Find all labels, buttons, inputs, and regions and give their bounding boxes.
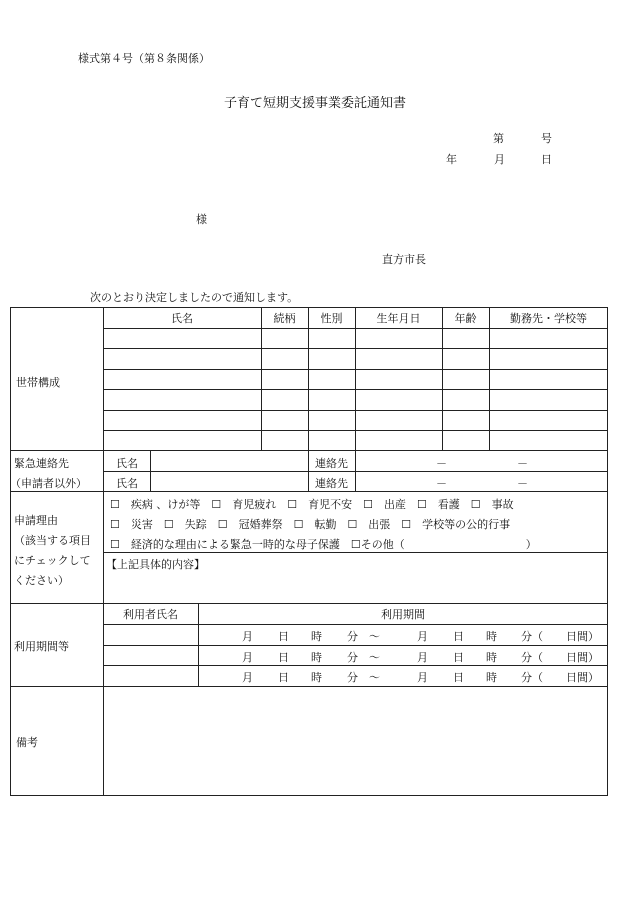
- unit-day: 日: [278, 651, 289, 664]
- unit-hour: 時: [486, 671, 497, 684]
- range-tilde: ～: [369, 671, 380, 684]
- phone-dash: －: [436, 477, 447, 490]
- date-year: 年: [446, 153, 457, 166]
- issuer: 直方市長: [382, 253, 426, 266]
- range-tilde: ～: [369, 630, 380, 643]
- unit-hour: 時: [311, 671, 322, 684]
- unit-days: 日間）: [566, 671, 599, 684]
- reason-options-row-2[interactable]: ☐ 災害 ☐ 失踪 ☐ 冠婚葬祭 ☐ 転勤 ☐ 出張 ☐ 学校等の公的行事: [110, 518, 511, 531]
- unit-days: 日間）: [566, 630, 599, 643]
- reason-options-row-1[interactable]: ☐ 疾病 、けが等 ☐ 育児疲れ ☐ 育児不安 ☐ 出産 ☐ 看護 ☐ 事故: [110, 498, 514, 511]
- unit-minute-paren: 分（: [521, 630, 543, 643]
- household-header-birthdate: 生年月日: [376, 311, 421, 325]
- reason-label: 申請理由: [14, 514, 58, 527]
- unit-month: 月: [417, 651, 428, 664]
- unit-day: 日: [278, 630, 289, 643]
- unit-hour: 時: [311, 630, 322, 643]
- unit-days: 日間）: [566, 651, 599, 664]
- reason-label-note-3: ください）: [14, 574, 69, 587]
- unit-month: 月: [242, 630, 253, 643]
- unit-minute-paren: 分（: [521, 671, 543, 684]
- emergency-contact-label-2: 連絡先: [315, 477, 348, 490]
- phone-dash: －: [517, 477, 528, 490]
- unit-minute: 分: [347, 671, 358, 684]
- unit-month: 月: [242, 651, 253, 664]
- household-header-name: 氏名: [171, 311, 193, 325]
- intro-text: 次のとおり決定しましたので通知します。: [90, 291, 299, 304]
- period-header-range: 利用期間: [381, 607, 425, 621]
- unit-hour: 時: [486, 651, 497, 664]
- unit-day: 日: [453, 671, 464, 684]
- date-day: 日: [541, 153, 552, 166]
- unit-month: 月: [417, 630, 428, 643]
- range-tilde: ～: [369, 651, 380, 664]
- unit-day: 日: [453, 651, 464, 664]
- period-label: 利用期間等: [14, 640, 69, 653]
- unit-minute-paren: 分（: [521, 651, 543, 664]
- unit-minute: 分: [347, 651, 358, 664]
- emergency-contact-label-1: 連絡先: [315, 457, 348, 470]
- remarks-field[interactable]: [104, 687, 607, 795]
- unit-month: 月: [417, 671, 428, 684]
- household-label: 世帯構成: [16, 376, 60, 389]
- emergency-name-label-2: 氏名: [116, 477, 138, 490]
- household-header-relation: 続柄: [273, 311, 296, 325]
- unit-minute: 分: [347, 630, 358, 643]
- reason-label-note-2: にチェックして: [14, 554, 91, 567]
- doc-no-go: 号: [541, 132, 552, 145]
- emergency-name-label-1: 氏名: [116, 457, 138, 470]
- household-header-age: 年齢: [454, 311, 477, 325]
- phone-dash: －: [436, 457, 447, 470]
- emergency-label-note: （申請者以外）: [10, 477, 87, 490]
- emergency-label: 緊急連絡先: [14, 457, 69, 470]
- reason-label-note-1: （該当する項目: [14, 534, 91, 547]
- household-header-sex: 性別: [320, 311, 343, 325]
- period-header-user-name: 利用者氏名: [123, 607, 178, 621]
- addressee-suffix: 様: [196, 213, 207, 226]
- unit-month: 月: [242, 671, 253, 684]
- unit-hour: 時: [486, 630, 497, 643]
- unit-hour: 時: [311, 651, 322, 664]
- page-title: 子育て短期支援事業委託通知書: [223, 96, 406, 111]
- unit-day: 日: [278, 671, 289, 684]
- reason-detail-label: 【上記具体的内容】: [106, 558, 205, 571]
- doc-no-dai: 第: [493, 132, 504, 145]
- household-header-workplace: 勤務先・学校等: [510, 311, 587, 325]
- reason-options-row-3[interactable]: ☐ 経済的な理由による緊急一時的な母子保護 ☐その他（ ）: [110, 538, 537, 551]
- phone-dash: －: [517, 457, 528, 470]
- date-month: 月: [494, 153, 505, 166]
- unit-day: 日: [453, 630, 464, 643]
- form-number: 様式第４号（第８条関係）: [78, 52, 210, 65]
- remarks-label: 備考: [16, 736, 38, 749]
